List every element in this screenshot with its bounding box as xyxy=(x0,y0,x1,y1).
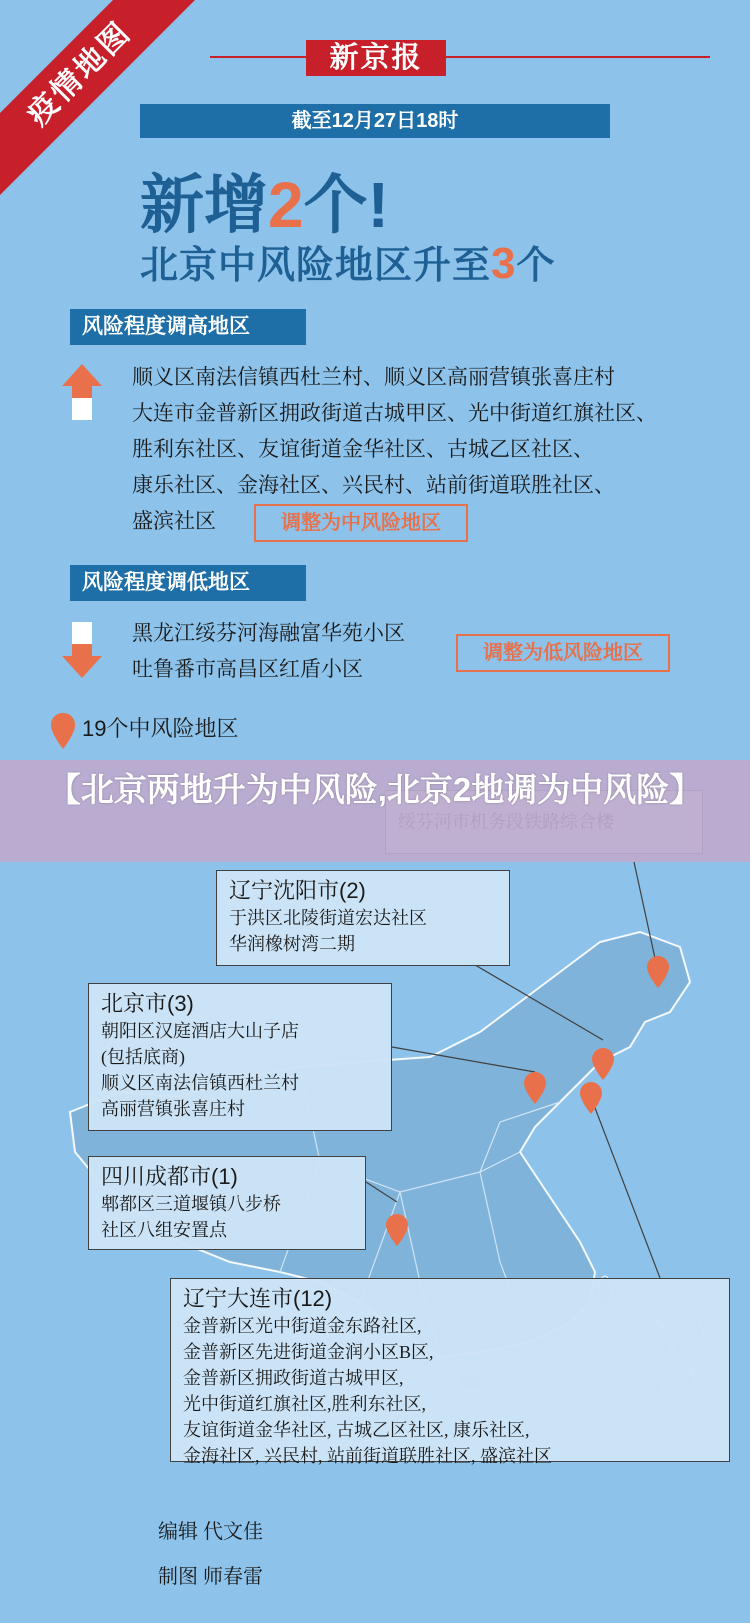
ribbon-label: 疫情地图 xyxy=(0,0,200,200)
raised-line: 盛滨社区 xyxy=(132,510,216,533)
callout-beijing xyxy=(88,983,392,1131)
callout-line: 友谊街道金华社区, 古城乙区社区, 康乐社区, xyxy=(183,1420,530,1440)
adjusted-to-low-tag: 调整为低风险地区 xyxy=(456,634,670,672)
callout-line: 于洪区北陵街道宏达社区 xyxy=(229,908,427,928)
lowered-risk-list xyxy=(132,616,405,688)
callout-chengdu xyxy=(88,1156,366,1250)
callout-line: 金普新区光中街道金东路社区, xyxy=(183,1316,422,1336)
headline-sub-prefix: 北京中风险地区升至 xyxy=(140,245,492,287)
callout-title: 辽宁大连市(12) xyxy=(183,1286,333,1311)
cutoff-time-banner: 截至12月27日18时 xyxy=(140,104,610,138)
headline-main-suffix: 个! xyxy=(303,169,389,241)
masthead-rule xyxy=(210,56,710,58)
raised-line: 胜利东社区、友谊街道金华社区、古城乙区社区、 xyxy=(132,438,594,461)
headline-sub-number: 3 xyxy=(491,239,517,288)
callout-line: 金普新区先进街道金润小区B区, xyxy=(183,1342,434,1362)
masthead-logo: 新京报 xyxy=(306,40,446,76)
map-pin-icon xyxy=(50,712,76,750)
raised-line: 康乐社区、金海社区、兴民村、站前街道联胜社区、 xyxy=(132,474,615,497)
headline-sub xyxy=(140,236,556,292)
cartographer-credit: 制图 师春雷 xyxy=(158,1566,263,1588)
medium-risk-count: 19个中风险地区 xyxy=(82,716,239,741)
callout-line: 金普新区拥政街道古城甲区, xyxy=(183,1368,404,1388)
raised-risk-label: 风险程度调高地区 xyxy=(70,309,306,345)
arrow-up-icon xyxy=(60,362,104,422)
lowered-line: 吐鲁番市高昌区红盾小区 xyxy=(132,658,363,681)
map-pin-icon xyxy=(592,1048,614,1080)
lowered-risk-label: 风险程度调低地区 xyxy=(70,565,306,601)
editor-credit: 编辑 代文佳 xyxy=(158,1521,263,1543)
headline-main xyxy=(140,165,389,245)
raised-line: 顺义区南法信镇西杜兰村、顺义区高丽营镇张喜庄村 xyxy=(132,366,615,389)
arrow-down-icon xyxy=(60,620,104,680)
callout-shenyang xyxy=(216,870,510,966)
callout-line: 高丽营镇张喜庄村 xyxy=(101,1099,245,1119)
callout-line: 华润橡树湾二期 xyxy=(229,934,355,954)
callout-dalian xyxy=(170,1278,730,1466)
headline-main-prefix: 新增 xyxy=(140,169,268,241)
callout-line: (包括底商) xyxy=(101,1047,185,1067)
callout-title: 北京市(3) xyxy=(101,991,194,1016)
callout-line: 朝阳区汉庭酒店大山子店 xyxy=(101,1021,299,1041)
callout-title: 四川成都市(1) xyxy=(101,1164,238,1189)
raised-line: 大连市金普新区拥政街道古城甲区、光中街道红旗社区、 xyxy=(132,402,657,425)
leader-dalian xyxy=(592,1100,660,1278)
overlay-banner-text: 【北京两地升为中风险,北京2地调为中风险】 xyxy=(47,771,703,808)
callout-line: 社区八组安置点 xyxy=(101,1220,227,1240)
headline-sub-suffix: 个 xyxy=(516,245,556,287)
callout-line: 顺义区南法信镇西杜兰村 xyxy=(101,1073,299,1093)
callout-line: 金海社区, 兴民村, 站前街道联胜社区, 盛滨社区 xyxy=(183,1446,552,1466)
map-pin-icon xyxy=(580,1082,602,1114)
lowered-line: 黑龙江绥芬河海融富华苑小区 xyxy=(132,622,405,645)
callout-line: 郫都区三道堰镇八步桥 xyxy=(101,1194,281,1214)
callout-line: 光中街道红旗社区,胜利东社区, xyxy=(183,1394,426,1414)
callout-title: 辽宁沈阳市(2) xyxy=(229,878,366,903)
headline-main-number: 2 xyxy=(268,169,304,241)
adjusted-to-medium-tag: 调整为中风险地区 xyxy=(254,504,468,542)
